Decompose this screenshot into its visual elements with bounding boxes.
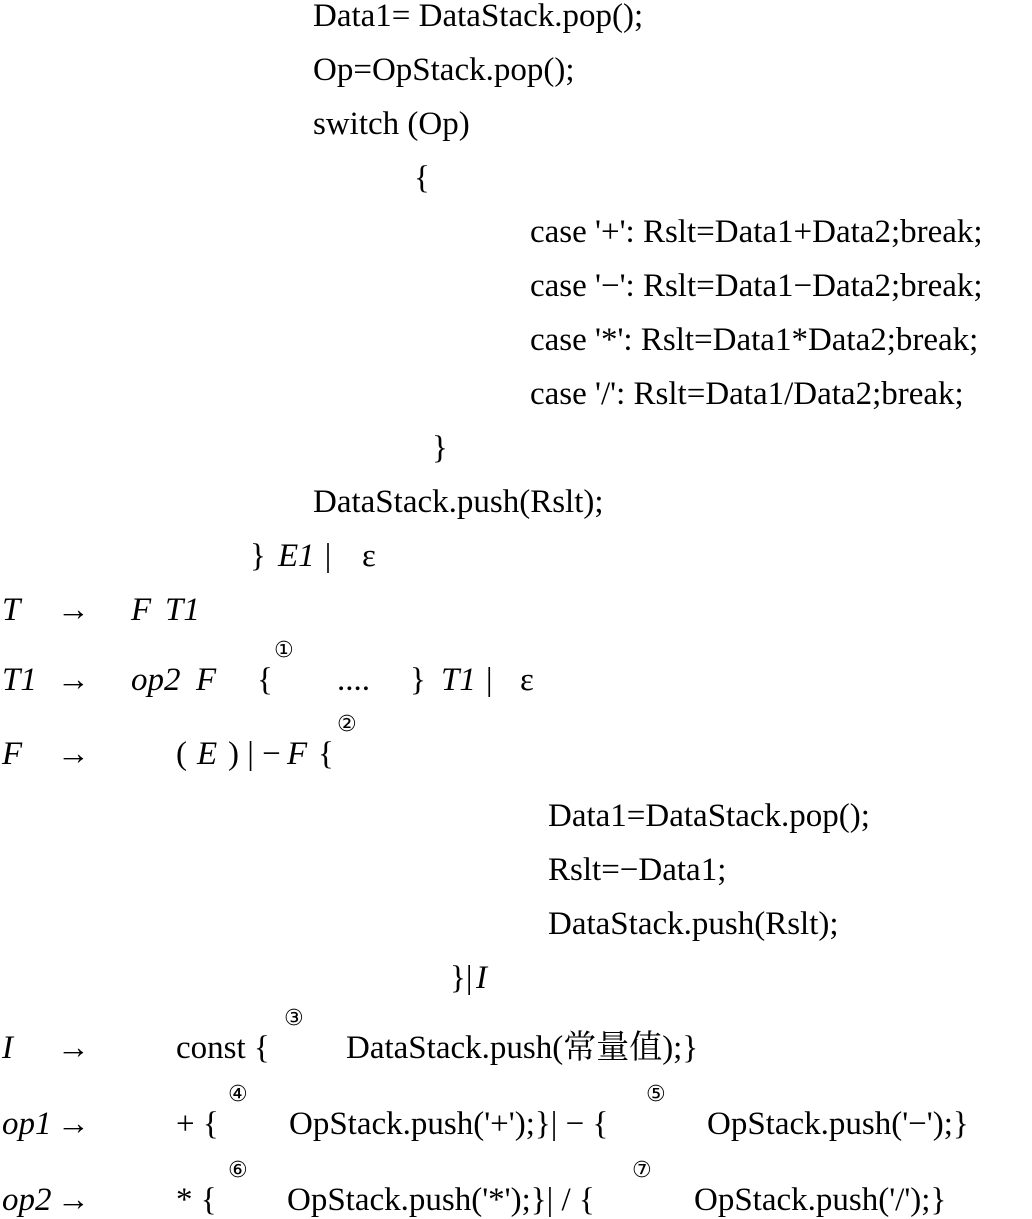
prod-t1-dots: .... [337,662,370,698]
code-line-switch: switch (Op) [313,106,470,142]
marker-1-icon: ① [274,638,294,663]
prod-t1-epsilon: ε [520,662,534,698]
marker-2-icon: ② [337,712,357,737]
code-line-push-rslt: DataStack.push(Rslt); [313,484,604,520]
prod-op2-action-star: OpStack.push('*');}| / { [287,1182,595,1218]
code-line-case-minus: case '−': Rslt=Data1−Data2;break; [530,268,983,304]
code-line-open-brace: { [414,160,430,196]
prod-op1-action-minus: OpStack.push('−');} [707,1106,969,1142]
prod-t1-op2: op2 [131,662,181,698]
marker-4-icon: ④ [228,1082,248,1107]
prod-op2-star: * { [176,1182,217,1218]
marker-5-icon: ⑤ [646,1082,666,1107]
code-line-f-push: DataStack.push(Rslt); [548,906,839,942]
arrow-icon: → [57,592,90,628]
prod-t-f: F [131,592,152,628]
code-line-pop-op: Op=OpStack.pop(); [313,52,575,88]
prod-f-brace: { [318,736,334,772]
code-line-case-mul: case '*': Rslt=Data1*Data2;break; [530,322,979,358]
prod-t1-f: F [196,662,217,698]
prod-i-const: const { [176,1030,270,1066]
prod-op2-action-div: OpStack.push('/');} [694,1182,947,1218]
prod-i-lhs: I [2,1030,13,1066]
prod-t-t1: T1 [165,592,200,628]
arrow-icon: → [57,1030,90,1066]
prod-t1-close: } [410,662,426,698]
code-line-f-neg: Rslt=−Data1; [548,852,727,888]
prod-f-f: F [287,736,308,772]
prod-f-e: E [197,736,218,772]
code-line-close-brace: } [432,430,448,466]
code-line-f-close: }| [450,960,473,996]
marker-7-icon: ⑦ [632,1158,652,1183]
code-line-close-brace-outer: } [250,538,266,574]
prod-f-paren-close: ) | − [228,736,281,772]
prod-op1-action-plus: OpStack.push('+');}| − { [289,1106,609,1142]
marker-3-icon: ③ [284,1006,304,1031]
code-line-epsilon: ε [362,538,376,574]
prod-f-lhs: F [2,736,23,772]
code-line-case-div: case '/': Rslt=Data1/Data2;break; [530,376,964,412]
prod-t1-brace: { [257,662,273,698]
marker-6-icon: ⑥ [228,1158,248,1183]
code-line-e1: E1 | [278,538,332,574]
prod-op1-plus: + { [176,1106,219,1142]
code-line-f-pop: Data1=DataStack.pop(); [548,798,870,834]
prod-op1-lhs: op1 [2,1106,52,1142]
prod-t1-t1: T1 | [441,662,494,698]
code-line-case-plus: case '+': Rslt=Data1+Data2;break; [530,214,983,250]
arrow-icon: → [57,1106,90,1142]
prod-op2-lhs: op2 [2,1182,52,1218]
arrow-icon: → [57,1182,90,1218]
prod-i-action: DataStack.push(常量值);} [346,1030,699,1066]
arrow-icon: → [57,736,90,772]
code-line-pop-data1: Data1= DataStack.pop(); [313,0,644,34]
prod-f-paren-open: ( [176,736,187,772]
prod-t-lhs: T [2,592,21,628]
prod-t1-lhs: T1 [2,662,37,698]
arrow-icon: → [57,662,90,698]
code-line-f-i: I [476,960,487,996]
